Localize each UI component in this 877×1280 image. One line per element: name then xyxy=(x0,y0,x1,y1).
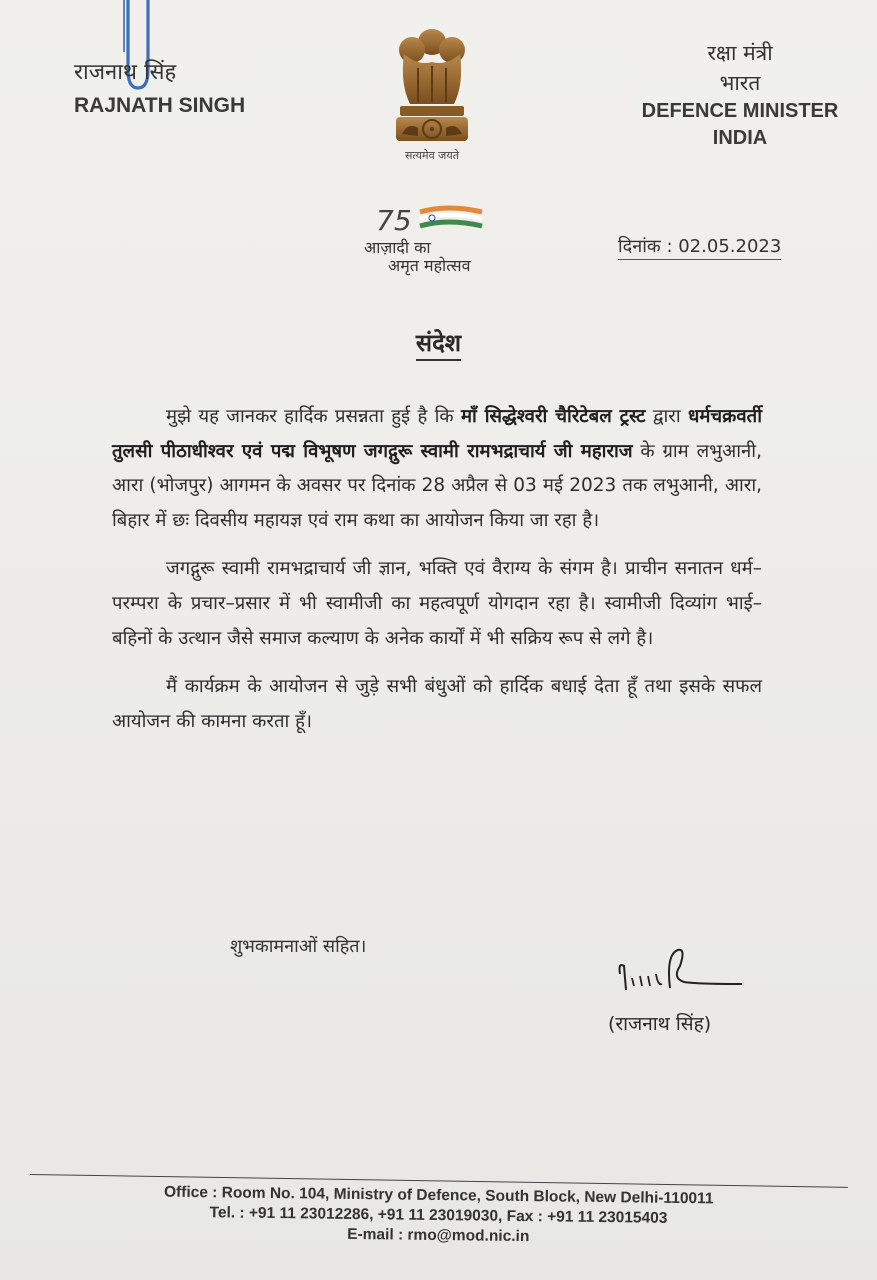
body-paragraph-3: मैं कार्यक्रम के आयोजन से जुड़े सभी बंधुओं को हार्दिक बधाई देता हूँ तथा इसके सफल आयोजन की कामना करता हूँ। xyxy=(112,676,762,732)
designation-english-line2: INDIA xyxy=(712,127,768,149)
designation-english-line1: DEFENCE MINISTER xyxy=(641,100,839,122)
emblem-motto: सत्यमेव जयते xyxy=(404,149,459,162)
p1-text-1: मुझे यह जानकर हार्दिक प्रसन्नता हुई है कि xyxy=(166,406,461,427)
letter-title-text: संदेश xyxy=(416,329,461,361)
minister-name-english: RAJNATH SINGH xyxy=(74,94,246,117)
letter-title xyxy=(0,326,877,359)
designation-block xyxy=(640,38,840,152)
date-value: 02.05.2023 xyxy=(678,236,782,257)
minister-name-hindi: राजनाथ सिंह xyxy=(74,60,177,85)
logo-line1: आज़ादी का xyxy=(364,238,431,257)
p1-bold-trust: माँ सिद्धेश्वरी चैरिटेबल ट्रस्ट xyxy=(460,406,646,427)
flag-75-icon xyxy=(362,200,502,240)
national-emblem-icon xyxy=(382,24,482,166)
footer-phone-fax: Tel. : +91 11 23012286, +91 11 23019030, Fax : +91 11 23015403 xyxy=(209,1204,668,1227)
date-separator: : xyxy=(666,236,679,257)
designation-hindi-line1: रक्षा मंत्री xyxy=(707,41,773,65)
p1-bold-swami: धर्मचक्रवर्ती तुलसी पीठाधीश्वर एवं पद्म विभूषण जगद्गुरू स्वामी रामभद्राचार्य जी महाराज xyxy=(112,406,762,462)
footer-office-address: Office : Room No. 104, Ministry of Defence, South Block, New Delhi-110011 xyxy=(163,1183,714,1208)
p1-text-2: द्वारा xyxy=(645,406,688,427)
letter-footer xyxy=(0,1181,877,1252)
logo-number: 75 xyxy=(376,204,412,237)
p1-text-3: के ग्राम लभुआनी, आरा (भोजपुर) आगमन के अवसर पर दिनांक 28 अप्रैल से 03 मई 2023 तक लभुआनी, आरा, बिहार में छः दिवसीय महायज्ञ एवं राम कथा का आयोजन किया जा रहा है। xyxy=(112,440,762,531)
handwritten-signature xyxy=(612,944,752,1002)
designation-hindi-line2: भारत xyxy=(719,71,761,95)
minister-name-block xyxy=(74,58,245,118)
closing-greeting: शुभकामनाओं सहित। xyxy=(230,936,367,957)
body-paragraph-1 xyxy=(112,400,762,538)
logo-line2: अमृत महोत्सव xyxy=(388,256,471,275)
azadi-amrit-mahotsav-logo xyxy=(362,200,502,278)
letter-date xyxy=(618,234,781,260)
footer-email: E-mail : rmo@mod.nic.in xyxy=(347,1225,530,1246)
date-label: दिनांक xyxy=(618,236,661,257)
letter-body xyxy=(112,400,762,753)
body-paragraph-2: जगद्गुरू स्वामी रामभद्राचार्य जी ज्ञान, भक्ति एवं वैराग्य के संगम है। प्राचीन सनातन धर्म–परम्परा के प्रचार–प्रसार में भी स्वामीजी का महत्वपूर्ण योगदान रहा है। स्वामीजी दिव्यांग भाई–बहिनों के उत्थान जैसे समाज कल्याण के अनेक कार्यों में भी सक्रिय रूप से लगे है। xyxy=(112,558,762,649)
signatory-name: (राजनाथ सिंह) xyxy=(608,1013,712,1035)
